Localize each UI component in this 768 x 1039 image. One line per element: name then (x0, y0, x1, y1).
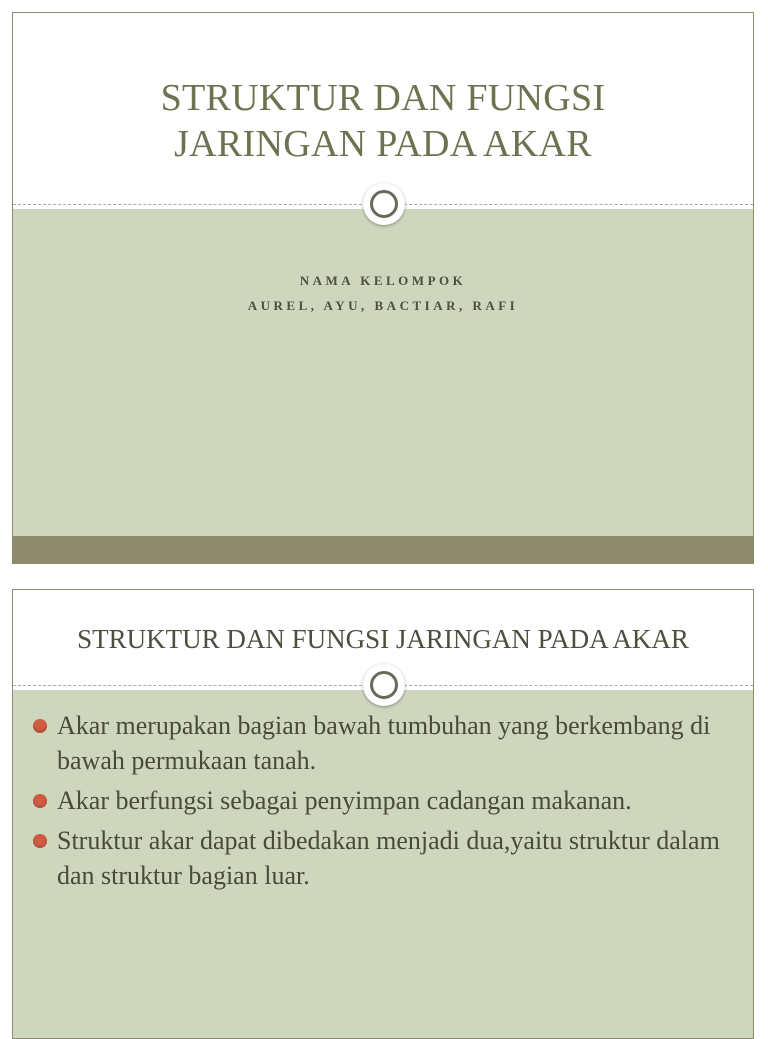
slide-title-line-1: STRUKTUR DAN FUNGSI (160, 77, 606, 119)
slide-subtitle (13, 268, 753, 318)
slide-heading: STRUKTUR DAN FUNGSI JARINGAN PADA AKAR (77, 624, 689, 654)
ring-ornament-icon (363, 664, 405, 706)
content-slide (12, 589, 754, 1039)
bullet-list (33, 708, 733, 898)
bullet-item (33, 708, 733, 778)
bullet-dot-icon (33, 719, 47, 733)
group-label: NAMA KELOMPOK (299, 273, 467, 288)
bullet-item (33, 783, 733, 818)
slide-title-line-2: JARINGAN PADA AKAR (174, 123, 592, 165)
bullet-item (33, 823, 733, 893)
slide-title (13, 75, 753, 167)
title-slide (12, 12, 754, 564)
bullet-dot-icon (33, 834, 47, 848)
bottom-bar (13, 536, 753, 563)
bullet-text: Akar merupakan bagian bawah tumbuhan yang berkembang di bawah permukaan tanah. (57, 711, 711, 775)
bullet-dot-icon (33, 794, 47, 808)
ring-ornament-icon (363, 183, 405, 225)
bullet-text: Struktur akar dapat dibedakan menjadi dua,yaitu struktur dalam dan struktur bagian luar. (57, 826, 720, 890)
bullet-text: Akar berfungsi sebagai penyimpan cadangan makanan. (57, 786, 632, 815)
group-members: AUREL, AYU, BACTIAR, RAFI (247, 298, 519, 313)
